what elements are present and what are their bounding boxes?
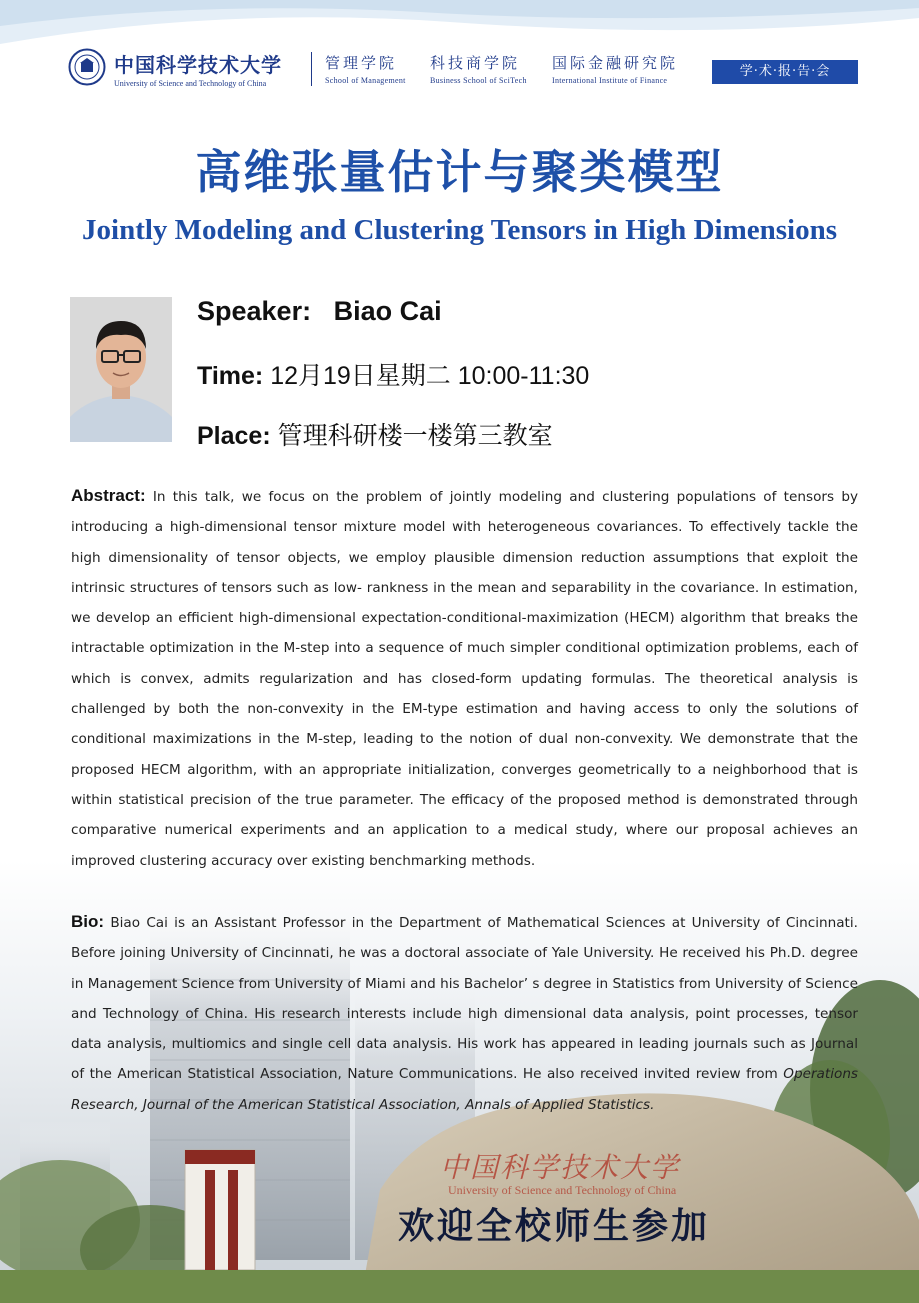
bio [71,907,858,1120]
stone-inscription-cn: 中国科学技术大学 [440,1151,681,1184]
abstract [71,481,858,876]
speaker-label: Speaker: [197,296,312,326]
time-line [197,356,589,392]
place-line [197,416,553,452]
bio-label: Bio: [71,912,105,931]
time-label: Time: [197,362,264,390]
speaker-name: Biao Cai [333,296,442,326]
time-value: 12月19日星期二 10:00-11:30 [270,362,590,390]
school-business: 科技商学院 Business School of SciTech [430,54,527,85]
bio-italic-venues: Operations Research, Journal of the American Statistical Association, Annals of Applied Statistics. [71,1066,859,1113]
abstract-text: In this talk, we focus on the problem of jointly modeling and clustering populations of tensors by introducing a high-dimensional tensor mixture model with heterogeneous covariances. To effectively tackle the high dimensionality of tensor objects, we employ plausible dimension reduction assumptions that exploit the intrinsic structures of tensors such as low- rankness in the mean and separability in the covariance. In estimation, we develop an efficient high-dimensional expectation-conditional-maximization (HECM) algorithm that breaks the intractable optimization in the M-step into a sequence of much simpler conditional optimization problems, each of which is convex, admits regularization and has closed-form updating formulas. The theoretical analysis is challenged by both the non-convexity in the EM-type estimation and having access to only the solutions of conditional maximizations in the M-step, leading to the notion of dual non-convexity. We demonstrate that the proposed HECM algorithm, with an appropriate initialization, converges geometrically to a neighborhood that is within statistical precision of the true parameter. The efficacy of the proposed method is demonstrated through comparative numerical experiments and an application to a medical study, where our proposal achieves an improved clustering accuracy over existing benchmarking methods. [71,489,858,869]
abstract-label: Abstract: [71,486,146,505]
speaker-line [197,296,442,327]
school-management: 管理学院 School of Management [325,54,406,85]
title-en: Jointly Modeling and Clustering Tensors in High Dimensions [82,214,837,246]
header [68,46,858,92]
event-badge: 学·术·报·告·会 [712,60,858,84]
header-divider [311,52,312,86]
bio-text: Biao Cai is an Assistant Professor in the Department of Mathematical Sciences at University of Cincinnati. Before joining University of Cincinnati, he was a doctoral associate of Yale University. He received his Ph.D. degree in Management Science from University of Miami and his Bachelor’ s degree in Statistics from University of Science and Technology of China. His research interests include high dimensional data analysis, point processes, tensor data analysis, multiomics and single cell data analysis. His work has appeared in leading journals such as Journal of the American Statistical Association, Nature Communications. He also received invited review from [71,915,858,1083]
university-name-en: University of Science and Technology of China [114,79,267,88]
title-cn: 高维张量估计与聚类模型 [195,145,724,199]
welcome-message: 欢迎全校师生参加 [398,1205,711,1247]
stone-inscription-en: University of Science and Technology of China [448,1183,677,1197]
place-value: 管理科研楼一楼第三教室 [277,422,553,450]
university-name-cn: 中国科学技术大学 [114,53,282,77]
school-finance: 国际金融研究院 International Institute of Finance [552,54,679,85]
place-label: Place: [197,422,271,450]
speaker-photo [70,297,172,442]
ustc-seal-icon [68,48,106,86]
